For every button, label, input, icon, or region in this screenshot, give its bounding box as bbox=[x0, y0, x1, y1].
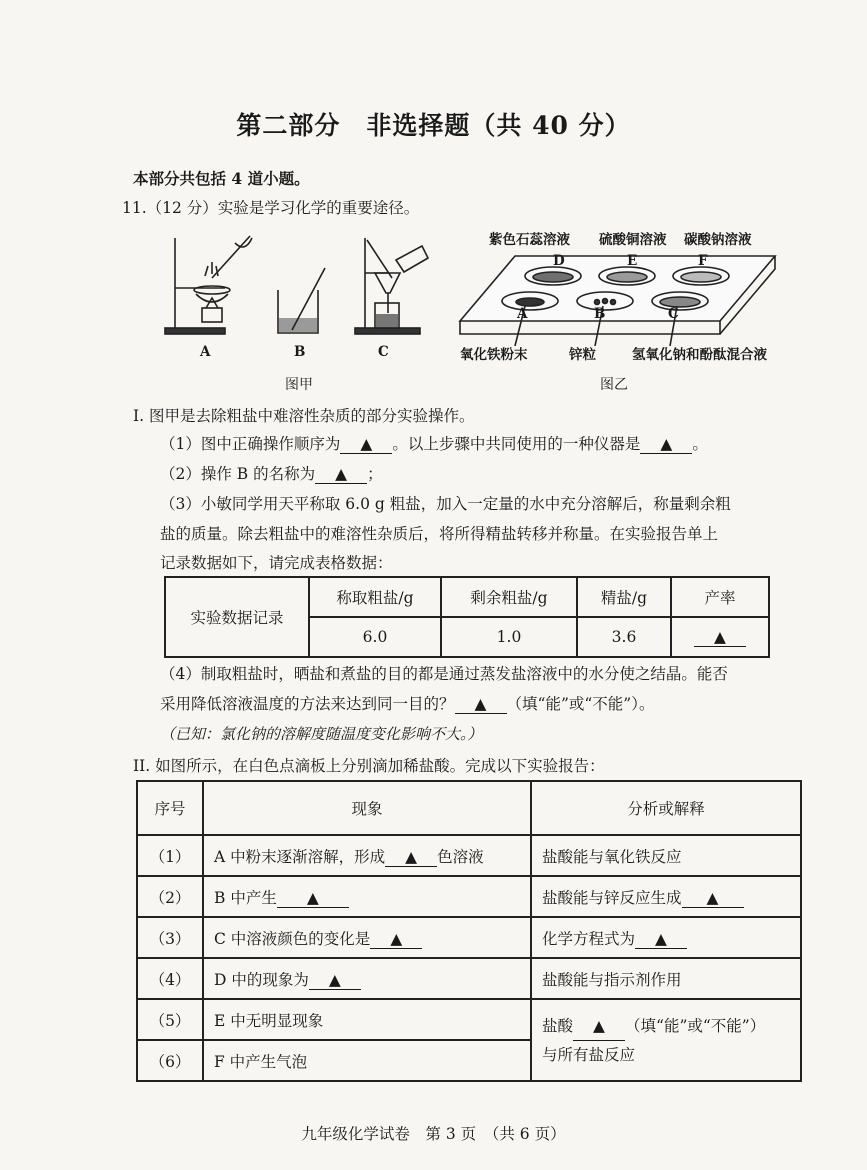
header-number: 序号 bbox=[137, 781, 203, 835]
answer-blank[interactable]: ▲ bbox=[640, 435, 692, 454]
apparatus-b bbox=[278, 268, 325, 333]
label-naoh-phenolphthalein: 氢氧化钠和酚酞混合液 bbox=[632, 347, 767, 363]
q2-text-a: （2）操作 B 的名称为 bbox=[160, 465, 316, 483]
row-phenomenon: E 中无明显现象 bbox=[203, 999, 531, 1040]
part1-note: （已知：氯化钠的溶解度随温度变化影响不大。） bbox=[160, 725, 483, 743]
intro: 本部分共包括 4 道小题。 bbox=[133, 169, 310, 188]
phen-text-b: 色溶液 bbox=[437, 847, 484, 866]
label-sodium-carbonate: 碳酸钠溶液 bbox=[684, 232, 752, 248]
answer-blank[interactable]: ▲ bbox=[309, 971, 361, 990]
answer-blank[interactable]: ▲ bbox=[455, 695, 507, 714]
row-number: （4） bbox=[137, 958, 203, 999]
row-number: （1） bbox=[137, 835, 203, 876]
part1-q3-line3: 记录数据如下，请完成表格数据： bbox=[160, 554, 393, 572]
answer-blank[interactable]: ▲ bbox=[340, 435, 392, 454]
row-explanation: 盐酸能与氧化铁反应 bbox=[531, 835, 801, 876]
header-explanation: 分析或解释 bbox=[531, 781, 801, 835]
row-explanation bbox=[531, 876, 801, 917]
table-header: 剩余粗盐/g bbox=[441, 577, 577, 617]
answer-blank[interactable]: ▲ bbox=[694, 628, 746, 647]
row-phenomenon: F 中产生气泡 bbox=[203, 1040, 531, 1081]
row-number: （3） bbox=[137, 917, 203, 958]
apparatus-a bbox=[165, 236, 252, 334]
q4-text-b: （填“能”或“不能”）。 bbox=[506, 695, 655, 713]
q1-text-c: 。 bbox=[692, 435, 708, 453]
answer-blank[interactable]: ▲ bbox=[315, 465, 367, 484]
merged-explanation bbox=[531, 999, 801, 1081]
figure-jia bbox=[160, 228, 440, 353]
part2-heading: II. 如图所示，在白色点滴板上分别滴加稀盐酸。完成以下实验报告： bbox=[133, 757, 605, 775]
part1-q3-line2: 盐的质量。除去粗盐中的难溶性杂质后，将所得精盐转移并称量。在实验报告单上 bbox=[160, 525, 719, 543]
part1-heading: I. 图甲是去除粗盐中难溶性杂质的部分实验操作。 bbox=[133, 407, 475, 425]
header-phenomenon: 现象 bbox=[203, 781, 531, 835]
fig-jia-label-c: C bbox=[378, 344, 389, 360]
fig-jia-caption: 图甲 bbox=[285, 377, 313, 393]
table-header: 称取粗盐/g bbox=[309, 577, 441, 617]
label-copper-sulfate: 硫酸铜溶液 bbox=[599, 232, 667, 248]
row-header: 实验数据记录 bbox=[165, 577, 309, 657]
label-zinc: 锌粒 bbox=[569, 347, 596, 363]
phen-text: D 中的现象为 bbox=[214, 970, 309, 989]
well-e-label: E bbox=[627, 253, 638, 269]
expl-text: 化学方程式为 bbox=[542, 929, 636, 948]
table-cell: 3.6 bbox=[577, 617, 671, 657]
answer-blank[interactable]: ▲ bbox=[635, 930, 687, 949]
label-litmus: 紫色石蕊溶液 bbox=[489, 232, 570, 248]
answer-blank[interactable]: ▲ bbox=[573, 1012, 625, 1041]
answer-blank[interactable]: ▲ bbox=[277, 889, 349, 908]
table-cell: 6.0 bbox=[309, 617, 441, 657]
merged-text-b: （填“能”或“不能”） bbox=[625, 1016, 766, 1035]
part1-q2 bbox=[160, 462, 383, 484]
fig-jia-label-a: A bbox=[200, 344, 211, 360]
table-cell: 1.0 bbox=[441, 617, 577, 657]
merged-text-a: 盐酸 bbox=[542, 1016, 574, 1035]
page-footer: 九年级化学试卷 第 3 页 （共 6 页） bbox=[301, 1125, 566, 1143]
part1-q3-line1: （3）小敏同学用天平称取 6.0 g 粗盐，加入一定量的水中充分溶解后，称量剩余粗 bbox=[160, 495, 731, 513]
expl-text: 盐酸能与锌反应生成 bbox=[542, 888, 682, 907]
row-number: （5） bbox=[137, 999, 203, 1040]
answer-blank[interactable]: ▲ bbox=[682, 889, 744, 908]
answer-blank[interactable]: ▲ bbox=[370, 930, 422, 949]
phen-text: A 中粉末逐渐溶解，形成 bbox=[214, 847, 386, 866]
table-header: 产率 bbox=[671, 577, 769, 617]
figure-yi-spot-plate bbox=[455, 246, 785, 346]
fig-jia-label-b: B bbox=[294, 344, 306, 360]
experiment-report-table bbox=[136, 780, 802, 1082]
section-title: 第二部分 非选择题（共 40 分） bbox=[236, 111, 631, 140]
q2-text-b: ； bbox=[367, 465, 383, 483]
merged-text-c: 与所有盐反应 bbox=[542, 1045, 636, 1064]
row-explanation bbox=[531, 917, 801, 958]
row-number: （6） bbox=[137, 1040, 203, 1081]
phen-text: B 中产生 bbox=[214, 888, 277, 907]
apparatus-c bbox=[355, 238, 428, 334]
data-record-table bbox=[164, 576, 770, 658]
q1-text-b: 。以上步骤中共同使用的一种仪器是 bbox=[392, 435, 641, 453]
q4-text-a: 采用降低溶液温度的方法来达到同一目的？ bbox=[160, 695, 455, 713]
fig-yi-caption: 图乙 bbox=[600, 377, 628, 393]
row-phenomenon bbox=[203, 958, 531, 999]
question-11: 11.（12 分）实验是学习化学的重要途径。 bbox=[122, 199, 420, 217]
well-b-label: B bbox=[594, 306, 606, 322]
part1-q4-line1: （4）制取粗盐时，晒盐和煮盐的目的都是通过蒸发盐溶液中的水分使之结晶。能否 bbox=[160, 665, 728, 683]
well-f-label: F bbox=[698, 253, 708, 269]
answer-blank[interactable]: ▲ bbox=[385, 848, 437, 867]
q1-text-a: （1）图中正确操作顺序为 bbox=[160, 435, 341, 453]
part1-q1 bbox=[160, 432, 708, 454]
well-c-label: C bbox=[668, 306, 679, 322]
table-cell-blank bbox=[671, 617, 769, 657]
well-d-label: D bbox=[553, 253, 565, 269]
row-phenomenon bbox=[203, 917, 531, 958]
phen-text: C 中溶液颜色的变化是 bbox=[214, 929, 371, 948]
part1-q4-line2 bbox=[160, 692, 654, 714]
row-number: （2） bbox=[137, 876, 203, 917]
row-phenomenon bbox=[203, 876, 531, 917]
table-header: 精盐/g bbox=[577, 577, 671, 617]
label-iron-oxide: 氧化铁粉末 bbox=[460, 347, 528, 363]
row-explanation: 盐酸能与指示剂作用 bbox=[531, 958, 801, 999]
row-phenomenon bbox=[203, 835, 531, 876]
well-a-label: A bbox=[517, 306, 528, 322]
